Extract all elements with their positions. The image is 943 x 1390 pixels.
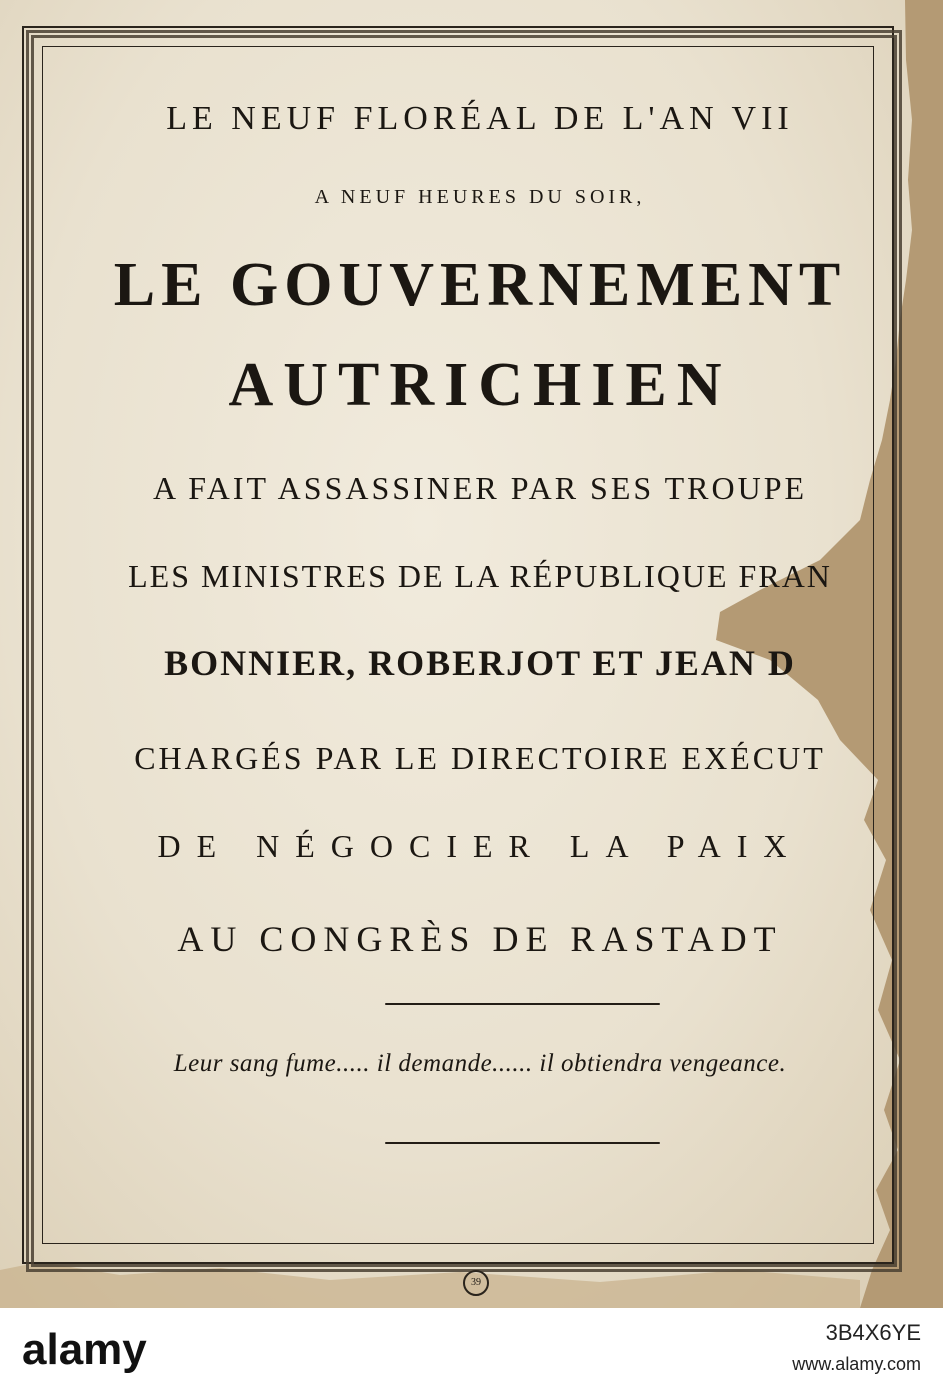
headline-government: LE GOUVERNEMENT xyxy=(113,251,847,319)
text-charged: CHARGÉS PAR LE DIRECTOIRE EXÉCUT xyxy=(134,740,826,776)
watermark-url: www.alamy.com xyxy=(792,1354,921,1374)
headline-date: LE NEUF FLORÉAL DE L'AN VII xyxy=(166,100,794,137)
text-names: BONNIER, ROBERJOT ET JEAN D xyxy=(164,643,796,683)
svg-text:alamy: alamy xyxy=(22,1326,147,1374)
headline-time: A NEUF HEURES DU SOIR, xyxy=(314,186,646,208)
rule-bottom xyxy=(385,1142,660,1144)
text-congress: AU CONGRÈS DE RASTADT xyxy=(177,919,783,959)
watermark-bar xyxy=(0,1308,943,1390)
text-negotiate: DE NÉGOCIER LA PAIX xyxy=(157,828,803,864)
image-id: 3B4X6YE xyxy=(825,1320,921,1345)
text-ministers: LES MINISTRES DE LA RÉPUBLIQUE FRAN xyxy=(128,558,832,594)
text-assassinated: A FAIT ASSASSINER PAR SES TROUPE xyxy=(152,470,808,506)
rule-top xyxy=(385,1003,660,1005)
text-vengeance: Leur sang fume..... il demande...... il obtiendra vengeance. xyxy=(173,1050,787,1077)
alamy-logo xyxy=(22,1326,288,1374)
headline-austrian: AUTRICHIEN xyxy=(228,351,732,419)
page-stamp: 39 xyxy=(463,1270,489,1296)
